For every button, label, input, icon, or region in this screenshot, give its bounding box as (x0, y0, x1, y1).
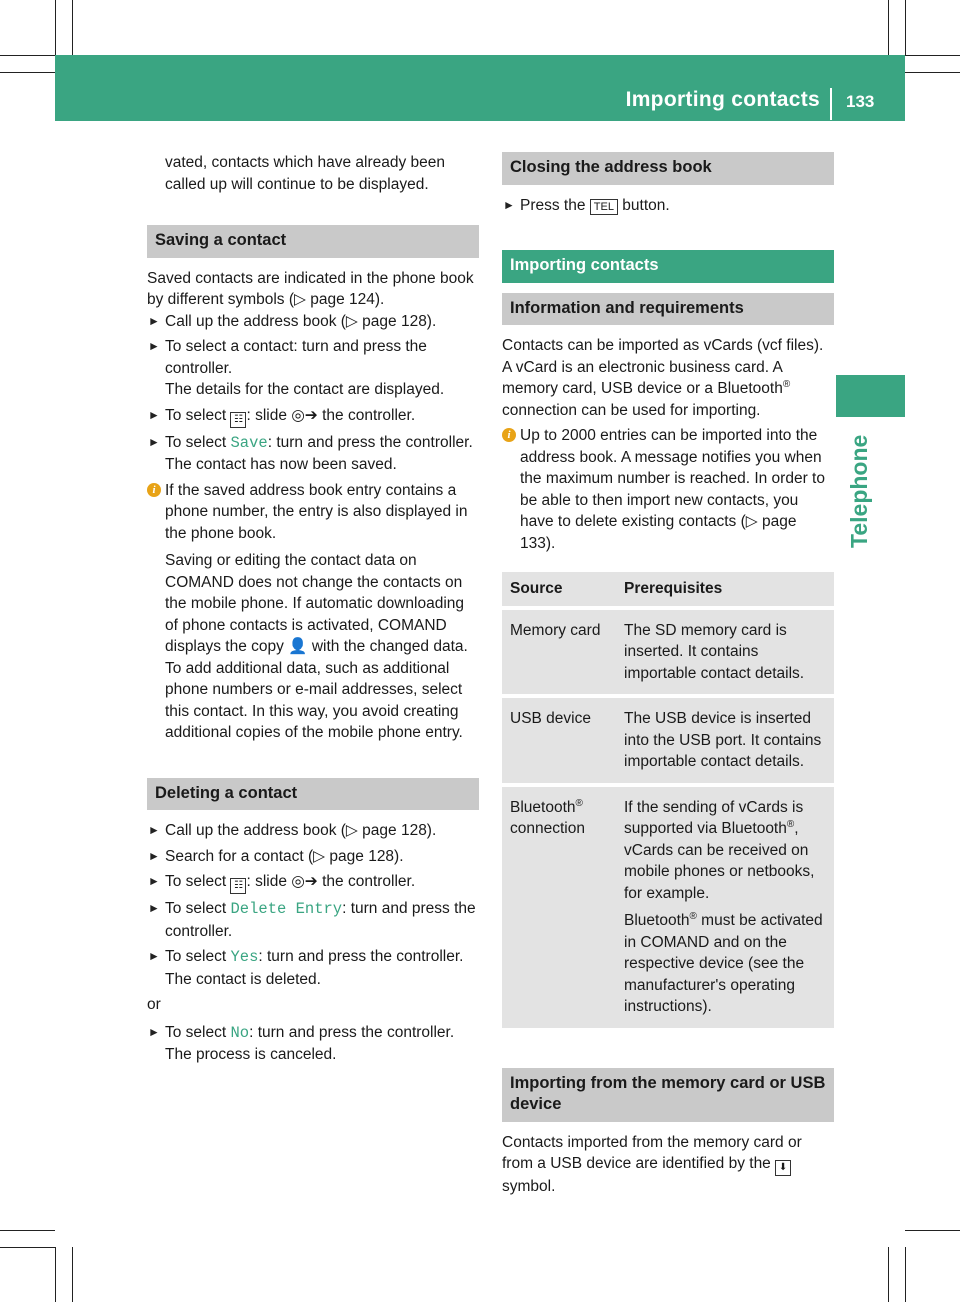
section-heading-memcard: Importing from the memory card or USB device (502, 1068, 834, 1122)
step-item: ► To select a contact: turn and press the controller. The details for the contact are displayed. (148, 338, 445, 398)
table-cell-prerequisites: The SD memory card is inserted. It contains importable contact details. (616, 610, 834, 695)
info-note: i If the saved address book entry contains a phone number, the entry is also displayed in the phone book. (147, 480, 479, 545)
menu-item-no: No (230, 1023, 250, 1042)
table-cell-source: Bluetooth® connection (502, 787, 616, 1028)
table-header-source: Source (502, 572, 616, 606)
info-note: i Up to 2000 entries can be imported into the address book. A message notifies you when the maximum number is reached. In order to be able to then import new contacts, you have to delete existing contacts (▷ page 133). (502, 425, 834, 554)
chapter-tab (836, 375, 905, 417)
crop-mark (905, 72, 960, 73)
step-arrow-icon: ► (148, 823, 160, 837)
step-arrow-icon: ► (148, 434, 160, 449)
table-cell-source: Memory card (502, 610, 616, 695)
step-arrow-icon: ► (503, 197, 515, 212)
page-title: Importing contacts (625, 88, 820, 111)
step-item: ► To select No: turn and press the controller. The process is canceled. (148, 1023, 455, 1063)
table-cell-source: USB device (502, 698, 616, 783)
step-arrow-icon: ► (148, 874, 160, 888)
step-arrow-icon: ► (148, 339, 160, 353)
info-icon: i (147, 483, 161, 497)
step-item: ► To select Save: turn and press the controller. The contact has now been saved. (148, 433, 473, 473)
table-row (502, 787, 834, 1028)
address-book-icon: ☷ (230, 878, 246, 894)
step-arrow-icon: ► (148, 407, 160, 422)
crop-mark (888, 0, 889, 55)
chapter-label: Telephone (846, 434, 872, 548)
crop-mark (905, 0, 906, 55)
step-item: ► To select ☷ : slide ◎➔ the controller. (147, 871, 479, 894)
page-number: 133 (846, 92, 875, 111)
crop-mark (0, 1230, 55, 1231)
table-row (502, 698, 834, 783)
step-item: ► To select ☷ : slide ◎➔ the controller. (147, 405, 479, 428)
crop-mark (888, 1247, 889, 1302)
table-cell-prerequisites: The USB device is inserted into the USB port. It contains importable contact details. (616, 698, 834, 783)
crop-mark (0, 1247, 55, 1248)
step-item: ► To select Yes: turn and press the controller. The contact is deleted. (148, 948, 464, 988)
section-heading-info-req: Information and requirements (502, 293, 834, 326)
step-arrow-icon: ► (148, 313, 160, 328)
step-item: ► Press the TEL button. (502, 195, 834, 217)
intro-text: vated, contacts which have already been called up will continue to be displayed. (165, 154, 446, 193)
import-contact-icon: ⬇ (775, 1160, 791, 1176)
table-header-prerequisites: Prerequisites (616, 572, 834, 606)
crop-mark (0, 55, 55, 56)
left-column (147, 152, 479, 1070)
crop-mark (0, 72, 55, 73)
right-column (502, 152, 834, 1198)
crop-mark (55, 1247, 56, 1302)
section-heading-closing: Closing the address book (502, 152, 834, 185)
saving-paragraph: Saved contacts are indicated in the phone book by different symbols (▷ page 124). (147, 269, 474, 308)
step-item: ► Call up the address book (▷ page 128). (147, 820, 479, 842)
tel-key-icon: TEL (590, 199, 618, 215)
crop-mark (905, 1230, 960, 1231)
table-row (502, 610, 834, 695)
step-arrow-icon: ► (148, 949, 160, 963)
prerequisites-table (502, 568, 834, 1032)
crop-mark (55, 0, 56, 55)
table-header-row (502, 572, 834, 606)
person-icon: 👤 (288, 638, 308, 655)
or-text: or (147, 996, 161, 1013)
section-heading-saving: Saving a contact (147, 225, 479, 258)
info-req-paragraph: Contacts can be imported as vCards (vcf files). A vCard is an electronic business card. A memory card, USB device or a Bluetooth® connection can be used for importing. (502, 337, 824, 419)
memcard-paragraph: Contacts imported from the memory card or from a USB device are identified by the ⬇ symbol. (502, 1133, 802, 1195)
section-heading-deleting: Deleting a contact (147, 778, 479, 811)
address-book-icon: ☷ (230, 412, 246, 428)
info-note-continued: Saving or editing the contact data on COMAND does not change the contacts on the mobile phone. If automatic downloading of phone contacts is activated, COMAND displays the copy 👤 with the changed data. To add additional data, such as additional phone numbers or e-mail addresses, select this contact. In this way, you avoid creating additional copies of the mobile phone entry. (165, 552, 468, 741)
table-cell-prerequisites: If the sending of vCards is supported via Bluetooth®, vCards can be received on mobile phones or netbooks, for example. Bluetooth® must be activated in COMAND and on the respective device (see the manufacturer's operating instructions). (616, 787, 834, 1028)
menu-item-delete-entry: Delete Entry (230, 900, 343, 918)
section-heading-importing: Importing contacts (502, 250, 834, 283)
step-item: ► To select Delete Entry: turn and press the controller. (148, 900, 476, 940)
step-arrow-icon: ► (148, 1024, 160, 1039)
step-arrow-icon: ► (148, 848, 160, 863)
menu-item-save: Save (230, 433, 268, 452)
info-icon: i (502, 428, 516, 442)
step-item: ► Search for a contact (▷ page 128). (147, 846, 479, 868)
step-item: ► Call up the address book (▷ page 128). (147, 311, 479, 333)
menu-item-yes: Yes (230, 948, 259, 966)
header-divider (830, 88, 832, 120)
crop-mark (72, 1247, 73, 1302)
crop-mark (72, 0, 73, 55)
crop-mark (905, 55, 960, 56)
crop-mark (905, 1247, 906, 1302)
step-arrow-icon: ► (148, 901, 160, 915)
